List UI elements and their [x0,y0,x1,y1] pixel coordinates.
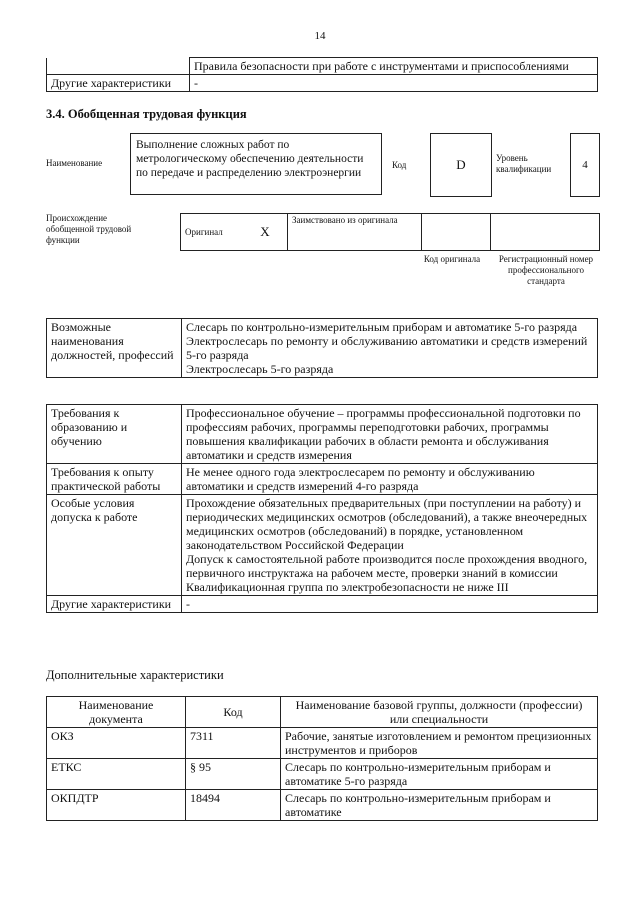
req-label: Требования к опыту практической работы [47,464,182,495]
top-row2-label: Другие характеристики [47,75,190,92]
table-cell: ОКПДТР [47,790,186,821]
top-table [46,57,598,92]
column-header: Наименование документа [47,697,186,728]
professions-table [46,318,598,378]
borrowed-label: Заимствовано из оригинала [288,214,422,251]
req-line: Профессиональное обучение – программы профессиональной подготовки по профессиям рабочих, программы переподготовки рабочих, программы повышения квалификации рабочих в области ремонта и обслуживания автоматики и средств измерения [186,406,581,462]
table-cell: ОКЗ [47,728,186,759]
table-row [47,58,598,75]
original-mark: X [243,214,288,251]
table-cell: § 95 [186,759,281,790]
professions-label: Возможные наименования должностей, профессий [47,319,182,378]
column-header: Наименование базовой группы, должности (профессии) или специальности [281,697,598,728]
section-title: 3.4. Обобщенная трудовая функция [46,107,247,121]
additional-title: Дополнительные характеристики [46,668,224,682]
top-row1-value: Правила безопасности при работе с инструментами и приспособлениями [190,58,598,75]
table-row [47,75,598,92]
code-caption: Код оригинала [423,254,481,264]
req-label: Требования к образованию и обучению [47,405,182,464]
origin-reg-cell [491,214,600,251]
list-item: Электрослесарь по ремонту и обслуживанию автоматики и средств измерений 5-го разряда [186,334,588,362]
additional-table [46,696,598,821]
req-value [182,464,598,495]
req-value [182,596,598,613]
list-item: Электрослесарь 5-го разряда [186,362,334,376]
req-value [182,495,598,596]
code-label: Код [392,160,407,170]
table-cell: ЕТКС [47,759,186,790]
table-header-row [47,697,598,728]
req-line: Не менее одного года электрослесарем по ремонту и обслуживанию автоматики и средств измерений 4-го разряда [186,465,535,493]
level-label: Уровень квалификации [496,153,552,174]
table-cell: Рабочие, занятые изготовлением и ремонтом прецизионных инструментов и приборов [281,728,598,759]
req-line: Прохождение обязательных предварительных (при поступлении на работу) и периодических медицинских осмотров (обследований), а также внеочередных медицинских осмотров (обследований) в порядке, установленном законодательством Российской Федерации [186,496,588,552]
table-row [47,790,598,821]
table-cell: Слесарь по контрольно-измерительным приборам и автоматике 5-го разряда [281,759,598,790]
top-row2-value: - [190,75,598,92]
req-label: Другие характеристики [47,596,182,613]
req-label: Особые условия допуска к работе [47,495,182,596]
req-line: Допуск к самостоятельной работе производится после прохождения вводного, первичного инструктажа на рабочем месте, проверки знаний в комиссии [186,552,588,580]
table-row [47,319,598,378]
reg-caption: Регистрационный номер профессионального стандарта [498,254,594,286]
code-value: D [430,133,492,197]
name-label: Наименование [46,158,103,168]
column-header: Код [186,697,281,728]
req-value [182,405,598,464]
table-cell: 7311 [186,728,281,759]
original-label: Оригинал [181,214,244,251]
origin-label: Происхождение обобщенной трудовой функции [46,213,132,245]
table-cell: 18494 [186,790,281,821]
page-number: 14 [314,30,326,42]
requirements-table [46,404,598,613]
table-row [47,759,598,790]
req-line: - [186,597,190,611]
table-row [47,596,598,613]
table-cell: Слесарь по контрольно-измерительным приборам и автоматике [281,790,598,821]
table-row [47,495,598,596]
table-row [181,214,600,251]
function-name-box: Выполнение сложных работ по метрологическому обеспечению деятельности по передаче и распределению электроэнергии [130,133,382,195]
origin-table [180,213,600,251]
level-value: 4 [570,133,600,197]
professions-list [182,319,598,378]
table-row [47,728,598,759]
req-line: Квалификационная группа по электробезопасности не ниже III [186,580,509,594]
table-row [47,405,598,464]
origin-code-cell [422,214,491,251]
list-item: Слесарь по контрольно-измерительным приборам и автоматике 5-го разряда [186,320,578,334]
table-row [47,464,598,495]
